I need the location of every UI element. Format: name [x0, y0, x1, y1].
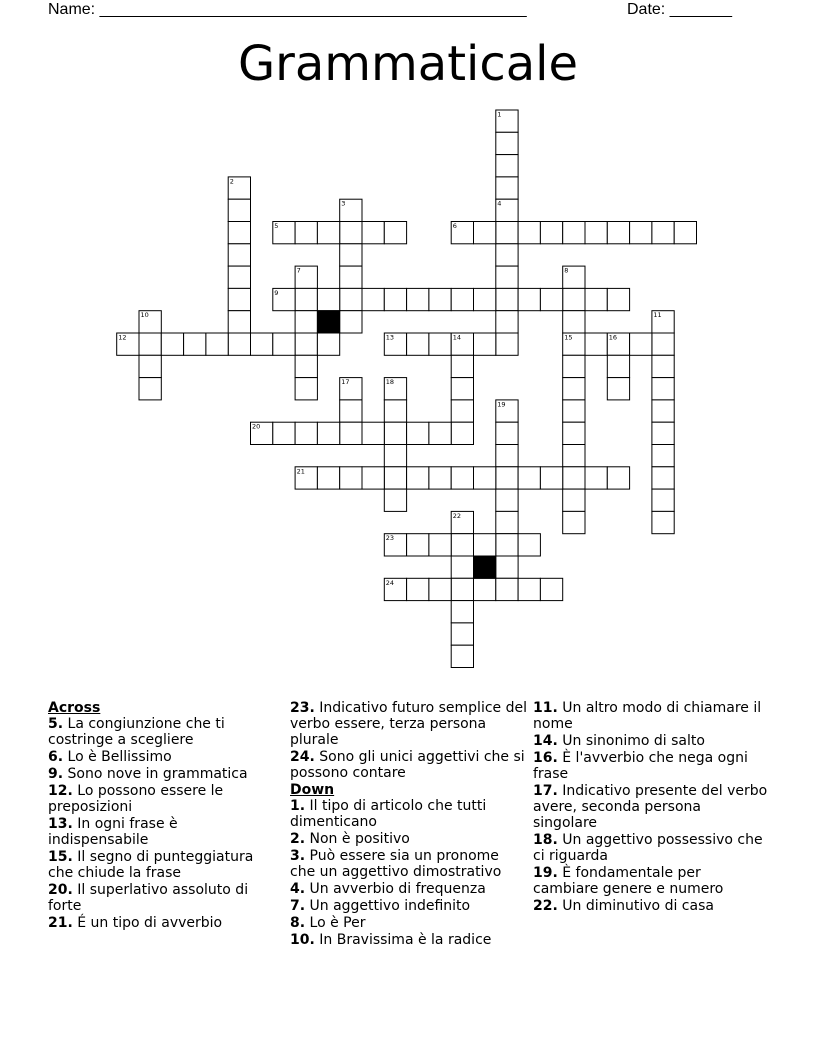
grid-cell[interactable] [317, 467, 339, 489]
across-heading: Across [48, 700, 101, 716]
grid-cell[interactable] [317, 422, 339, 444]
grid-cell[interactable] [451, 556, 473, 578]
grid-cell[interactable] [496, 177, 518, 199]
cell-number: 22 [452, 511, 461, 520]
grid-cell[interactable] [228, 311, 250, 333]
grid-cell[interactable] [362, 467, 384, 489]
cell-number: 19 [497, 400, 506, 409]
cell-number: 2 [229, 177, 234, 186]
grid-cell[interactable] [496, 578, 518, 600]
clue-number: 7. [290, 898, 306, 914]
grid-cell[interactable] [228, 199, 250, 221]
cell-number: 5 [274, 222, 279, 230]
clue-text: La congiunzione che ti costringe a scegliere [48, 716, 225, 748]
clue-number: 1. [290, 798, 306, 814]
clues-column-3 [533, 700, 769, 915]
clue-text: Indicativo presente del verbo avere, seconda persona singolare [533, 783, 768, 831]
grid-cell[interactable] [228, 288, 250, 310]
grid-cell[interactable] [563, 222, 585, 244]
grid-cell[interactable] [652, 489, 674, 511]
cell-number: 13 [385, 333, 395, 342]
grid-cell[interactable] [384, 489, 406, 511]
grid-cell[interactable] [139, 378, 161, 400]
grid-cell[interactable] [295, 311, 317, 333]
grid-cell[interactable] [563, 489, 585, 511]
grid-cell[interactable] [340, 222, 362, 244]
grid-cell[interactable] [429, 534, 451, 556]
down-clue [290, 831, 528, 847]
across-clue [290, 700, 528, 748]
grid-cell[interactable] [451, 378, 473, 400]
across-clue [48, 766, 270, 782]
clue-number: 14. [533, 733, 558, 749]
clue-number: 8. [290, 915, 306, 931]
grid-cell[interactable] [652, 445, 674, 467]
cell-number: 17 [341, 378, 350, 387]
clue-text: Lo possono essere le preposizioni [48, 783, 224, 815]
clue-number: 23. [290, 700, 315, 716]
grid-cell[interactable] [585, 333, 607, 355]
grid-cell[interactable] [184, 333, 206, 355]
clue-number: 15. [48, 849, 73, 865]
cell-number: 11 [653, 311, 662, 320]
clue-text: Può essere sia un pronome che un aggettivo dimostrativo [290, 848, 502, 880]
grid-cell[interactable] [540, 467, 562, 489]
across-clue [48, 849, 270, 881]
clue-number: 3. [290, 848, 306, 864]
clue-number: 18. [533, 832, 558, 848]
grid-cell[interactable] [317, 222, 339, 244]
clue-number: 20. [48, 882, 73, 898]
grid-cell[interactable] [429, 467, 451, 489]
clue-text: In ogni frase è indispensabile [48, 816, 178, 848]
grid-cell[interactable] [630, 222, 652, 244]
grid-cell[interactable] [607, 355, 629, 377]
clue-text: É un tipo di avverbio [72, 915, 223, 931]
grid-cell[interactable] [474, 333, 496, 355]
grid-cell[interactable] [273, 333, 295, 355]
clue-text: Un aggettivo indefinito [305, 898, 471, 914]
grid-cell[interactable] [496, 422, 518, 444]
down-clue [533, 750, 769, 782]
across-clue [48, 716, 270, 748]
down-clue [290, 915, 528, 931]
down-clue [290, 848, 528, 880]
grid-cell[interactable] [273, 422, 295, 444]
clue-text: È l'avverbio che nega ogni frase [533, 750, 748, 782]
grid-cell[interactable] [295, 355, 317, 377]
grid-cell[interactable] [340, 400, 362, 422]
cell-number: 3 [341, 199, 346, 208]
grid-cell[interactable] [652, 400, 674, 422]
down-heading: Down [290, 782, 335, 798]
grid-cell[interactable] [496, 266, 518, 288]
grid-cell[interactable] [652, 333, 674, 355]
clue-number: 4. [290, 881, 306, 897]
cell-number: 9 [274, 288, 279, 297]
grid-cell[interactable] [228, 244, 250, 266]
down-clue [533, 783, 769, 831]
down-clue [290, 798, 528, 830]
clue-number: 21. [48, 915, 73, 931]
grid-cell[interactable] [384, 288, 406, 310]
grid-cell[interactable] [652, 511, 674, 533]
grid-cell[interactable] [340, 288, 362, 310]
down-clue [290, 932, 528, 948]
grid-cell[interactable] [496, 222, 518, 244]
grid-cell[interactable] [563, 311, 585, 333]
down-clue [533, 898, 769, 914]
grid-cell[interactable] [407, 422, 429, 444]
grid-cell[interactable] [496, 445, 518, 467]
grid-cell[interactable] [652, 467, 674, 489]
grid-cell[interactable] [407, 534, 429, 556]
down-clue [533, 865, 769, 897]
grid-cell[interactable] [563, 511, 585, 533]
grid-cell[interactable] [652, 355, 674, 377]
across-clue [48, 882, 270, 914]
clue-number: 16. [533, 750, 558, 766]
cell-number: 23 [385, 534, 395, 543]
grid-cell[interactable] [563, 422, 585, 444]
cell-number: 21 [296, 467, 305, 476]
grid-cell[interactable] [540, 222, 562, 244]
grid-cell[interactable] [496, 467, 518, 489]
grid-cell[interactable] [518, 534, 540, 556]
grid-cell[interactable] [407, 578, 429, 600]
clue-text: Un aggettivo possessivo che ci riguarda [533, 832, 763, 864]
grid-cell[interactable] [607, 378, 629, 400]
grid-cell[interactable] [451, 400, 473, 422]
grid-cell[interactable] [563, 467, 585, 489]
cell-number: 15 [564, 333, 573, 342]
grid-cell[interactable] [496, 333, 518, 355]
cell-number: 12 [118, 333, 127, 342]
grid-cell[interactable] [451, 467, 473, 489]
grid-cell[interactable] [585, 288, 607, 310]
puzzle-title: Grammaticale [237, 36, 579, 92]
clue-number: 11. [533, 700, 558, 716]
grid-cell[interactable] [451, 288, 473, 310]
clue-number: 12. [48, 783, 73, 799]
name-field-label: Name: ________________________________________________ [48, 1, 527, 18]
grid-cell[interactable] [407, 333, 429, 355]
grid-cell[interactable] [540, 578, 562, 600]
grid-cell[interactable] [340, 311, 362, 333]
grid-cell[interactable] [407, 288, 429, 310]
clue-number: 13. [48, 816, 73, 832]
grid-cell[interactable] [496, 489, 518, 511]
grid-cell[interactable] [139, 355, 161, 377]
grid-cell[interactable] [384, 400, 406, 422]
grid-cell[interactable] [451, 645, 473, 667]
grid-cell[interactable] [451, 355, 473, 377]
grid-cell[interactable] [585, 222, 607, 244]
grid-cell[interactable] [384, 422, 406, 444]
grid-cell[interactable] [451, 578, 473, 600]
across-clue [290, 749, 528, 781]
grid-cell[interactable] [295, 288, 317, 310]
grid-cell[interactable] [474, 534, 496, 556]
grid-cell[interactable] [451, 534, 473, 556]
grid-cell[interactable] [161, 333, 183, 355]
cell-number: 7 [296, 266, 301, 275]
clue-text: Un avverbio di frequenza [305, 881, 486, 897]
clue-number: 5. [48, 716, 64, 732]
down-clue [533, 700, 769, 732]
clue-number: 2. [290, 831, 306, 847]
grid-cell[interactable] [407, 467, 429, 489]
grid-cell[interactable] [496, 244, 518, 266]
clue-text: Il segno di punteggiatura che chiude la frase [48, 849, 254, 881]
grid-cell[interactable] [206, 333, 228, 355]
grid-cell[interactable] [496, 556, 518, 578]
clue-number: 9. [48, 766, 64, 782]
clue-text: Sono nove in grammatica [63, 766, 248, 782]
cell-number: 14 [452, 333, 461, 342]
grid-cell[interactable] [652, 222, 674, 244]
clue-text: Un sinonimo di salto [557, 733, 705, 749]
black-cell [317, 311, 339, 333]
grid-cell[interactable] [607, 288, 629, 310]
down-clue [533, 832, 769, 864]
grid-cell[interactable] [563, 378, 585, 400]
clue-number: 22. [533, 898, 558, 914]
clue-text: Indicativo futuro semplice del verbo essere, terza persona plurale [290, 700, 527, 748]
clue-text: Un altro modo di chiamare il nome [533, 700, 762, 732]
grid-cell[interactable] [295, 333, 317, 355]
grid-cell[interactable] [585, 467, 607, 489]
across-clue [48, 816, 270, 848]
clue-number: 19. [533, 865, 558, 881]
clue-number: 17. [533, 783, 558, 799]
grid-cell[interactable] [518, 467, 540, 489]
cell-number: 4 [497, 199, 502, 208]
clue-number: 6. [48, 749, 64, 765]
clues-column-2 [290, 700, 528, 949]
grid-cell[interactable] [474, 467, 496, 489]
grid-cell[interactable] [496, 288, 518, 310]
cell-number: 16 [608, 333, 618, 342]
cell-number: 10 [140, 311, 149, 320]
grid-cell[interactable] [563, 288, 585, 310]
grid-cell[interactable] [474, 288, 496, 310]
across-clue [48, 783, 270, 815]
grid-cell[interactable] [295, 422, 317, 444]
grid-cell[interactable] [518, 222, 540, 244]
clue-number: 24. [290, 749, 315, 765]
grid-cell[interactable] [340, 266, 362, 288]
grid-cell[interactable] [630, 333, 652, 355]
clue-text: È fondamentale per cambiare genere e numero [533, 865, 724, 897]
grid-cell[interactable] [563, 445, 585, 467]
grid-cell[interactable] [429, 333, 451, 355]
grid-cell[interactable] [228, 333, 250, 355]
grid-cell[interactable] [496, 534, 518, 556]
cell-number: 6 [452, 222, 457, 230]
grid-cell[interactable] [340, 467, 362, 489]
grid-cell[interactable] [295, 222, 317, 244]
grid-cell[interactable] [139, 333, 161, 355]
grid-cell[interactable] [518, 578, 540, 600]
clue-number: 10. [290, 932, 315, 948]
grid-cell[interactable] [496, 155, 518, 177]
grid-cell[interactable] [518, 288, 540, 310]
clue-text: In Bravissima è la radice [314, 932, 492, 948]
across-clue [48, 749, 270, 765]
grid-cell[interactable] [451, 422, 473, 444]
grid-cell[interactable] [563, 355, 585, 377]
date-field-label: Date: _______ [627, 1, 732, 18]
down-clue [290, 881, 528, 897]
clue-text: Non è positivo [305, 831, 410, 847]
grid-cell[interactable] [340, 422, 362, 444]
clue-text: Il superlativo assoluto di forte [48, 882, 249, 914]
grid-cell[interactable] [674, 222, 696, 244]
grid-cell[interactable] [429, 288, 451, 310]
cell-number: 18 [385, 378, 395, 387]
grid-cell[interactable] [228, 266, 250, 288]
grid-cell[interactable] [362, 222, 384, 244]
clue-text: Il tipo di articolo che tutti dimenticano [290, 798, 487, 830]
grid-cell[interactable] [496, 511, 518, 533]
grid-cell[interactable] [451, 623, 473, 645]
cell-number: 20 [252, 422, 261, 431]
grid-cell[interactable] [228, 222, 250, 244]
grid-cell[interactable] [317, 288, 339, 310]
grid-cell[interactable] [429, 422, 451, 444]
grid-cell[interactable] [384, 222, 406, 244]
black-cell [474, 556, 496, 578]
grid-cell[interactable] [384, 445, 406, 467]
grid-cell[interactable] [384, 467, 406, 489]
grid-cell[interactable] [496, 132, 518, 154]
clues-column-1 [48, 700, 270, 932]
grid-cell[interactable] [362, 422, 384, 444]
grid-cell[interactable] [429, 578, 451, 600]
grid-cell[interactable] [295, 378, 317, 400]
grid-cell[interactable] [317, 333, 339, 355]
grid-cell[interactable] [474, 222, 496, 244]
grid-cell[interactable] [251, 333, 273, 355]
grid-cell[interactable] [607, 222, 629, 244]
grid-cell[interactable] [652, 422, 674, 444]
clue-text: Lo è Per [305, 915, 366, 931]
grid-cell[interactable] [607, 467, 629, 489]
grid-cell[interactable] [451, 601, 473, 623]
across-clue [48, 915, 270, 931]
grid-cell[interactable] [474, 578, 496, 600]
down-clue [533, 733, 769, 749]
grid-cell[interactable] [563, 400, 585, 422]
clue-text: Sono gli unici aggettivi che si possono contare [290, 749, 525, 781]
grid-cell[interactable] [340, 244, 362, 266]
clue-text: Un diminutivo di casa [557, 898, 714, 914]
grid-cell[interactable] [362, 288, 384, 310]
cell-number: 24 [385, 578, 395, 587]
cell-number: 8 [564, 266, 569, 275]
grid-cell[interactable] [496, 311, 518, 333]
clue-text: Lo è Bellissimo [63, 749, 172, 765]
down-clue [290, 898, 528, 914]
grid-cell[interactable] [540, 288, 562, 310]
cell-number: 1 [497, 110, 502, 119]
grid-cell[interactable] [652, 378, 674, 400]
